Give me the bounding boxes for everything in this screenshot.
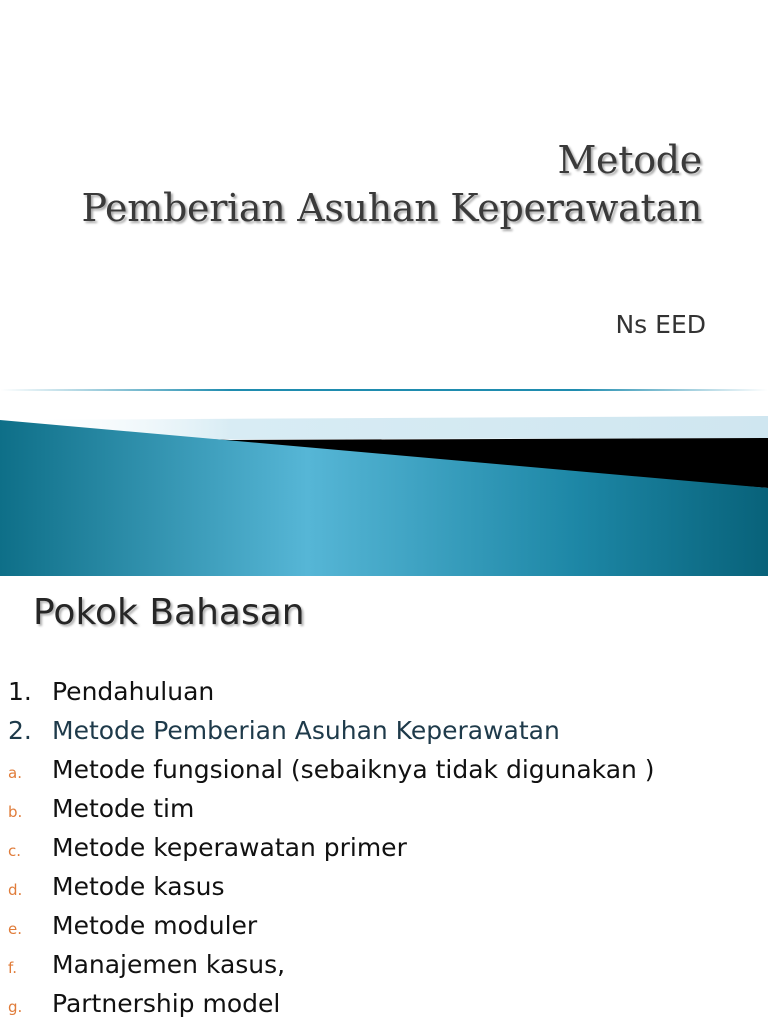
decorative-band	[0, 400, 768, 576]
list-item-text: Pendahuluan	[52, 677, 215, 706]
list-marker: 1.	[8, 677, 32, 706]
list-item	[0, 906, 768, 945]
list-item-text: Manajemen kasus,	[52, 950, 286, 979]
list-item	[0, 984, 768, 1023]
list-item-text: Metode fungsional (sebaiknya tidak digunakan )	[52, 755, 655, 784]
list-item	[0, 750, 768, 789]
list-item	[0, 945, 768, 984]
list-item-text: Partnership model	[52, 989, 281, 1018]
list-marker: e.	[8, 920, 22, 938]
list-item	[0, 789, 768, 828]
title-line-2: Pemberian Asuhan Keperawatan	[81, 186, 702, 230]
list-item	[0, 867, 768, 906]
divider-line	[0, 389, 768, 391]
list-marker: c.	[8, 842, 22, 860]
list-marker: 2.	[8, 716, 32, 745]
list-marker: f.	[8, 959, 17, 977]
list-item-text: Metode Pemberian Asuhan Keperawatan	[52, 716, 560, 745]
list-marker: b.	[8, 803, 23, 821]
list-item-text: Metode moduler	[52, 911, 258, 940]
slide-heading: Pokok Bahasan	[33, 592, 305, 633]
list-marker: g.	[8, 998, 23, 1016]
list-item-text: Metode tim	[52, 794, 195, 823]
list-marker: a.	[8, 764, 22, 782]
slide-subtitle: Ns EED	[615, 310, 706, 339]
title-line-1: Metode	[557, 138, 702, 182]
list-item	[0, 672, 768, 711]
topic-list	[0, 672, 768, 1023]
list-item	[0, 711, 768, 750]
list-item-text: Metode keperawatan primer	[52, 833, 407, 862]
list-marker: d.	[8, 881, 23, 899]
content-slide	[0, 576, 768, 1024]
list-item	[0, 828, 768, 867]
list-item-text: Metode kasus	[52, 872, 225, 901]
slide-title	[82, 136, 703, 232]
